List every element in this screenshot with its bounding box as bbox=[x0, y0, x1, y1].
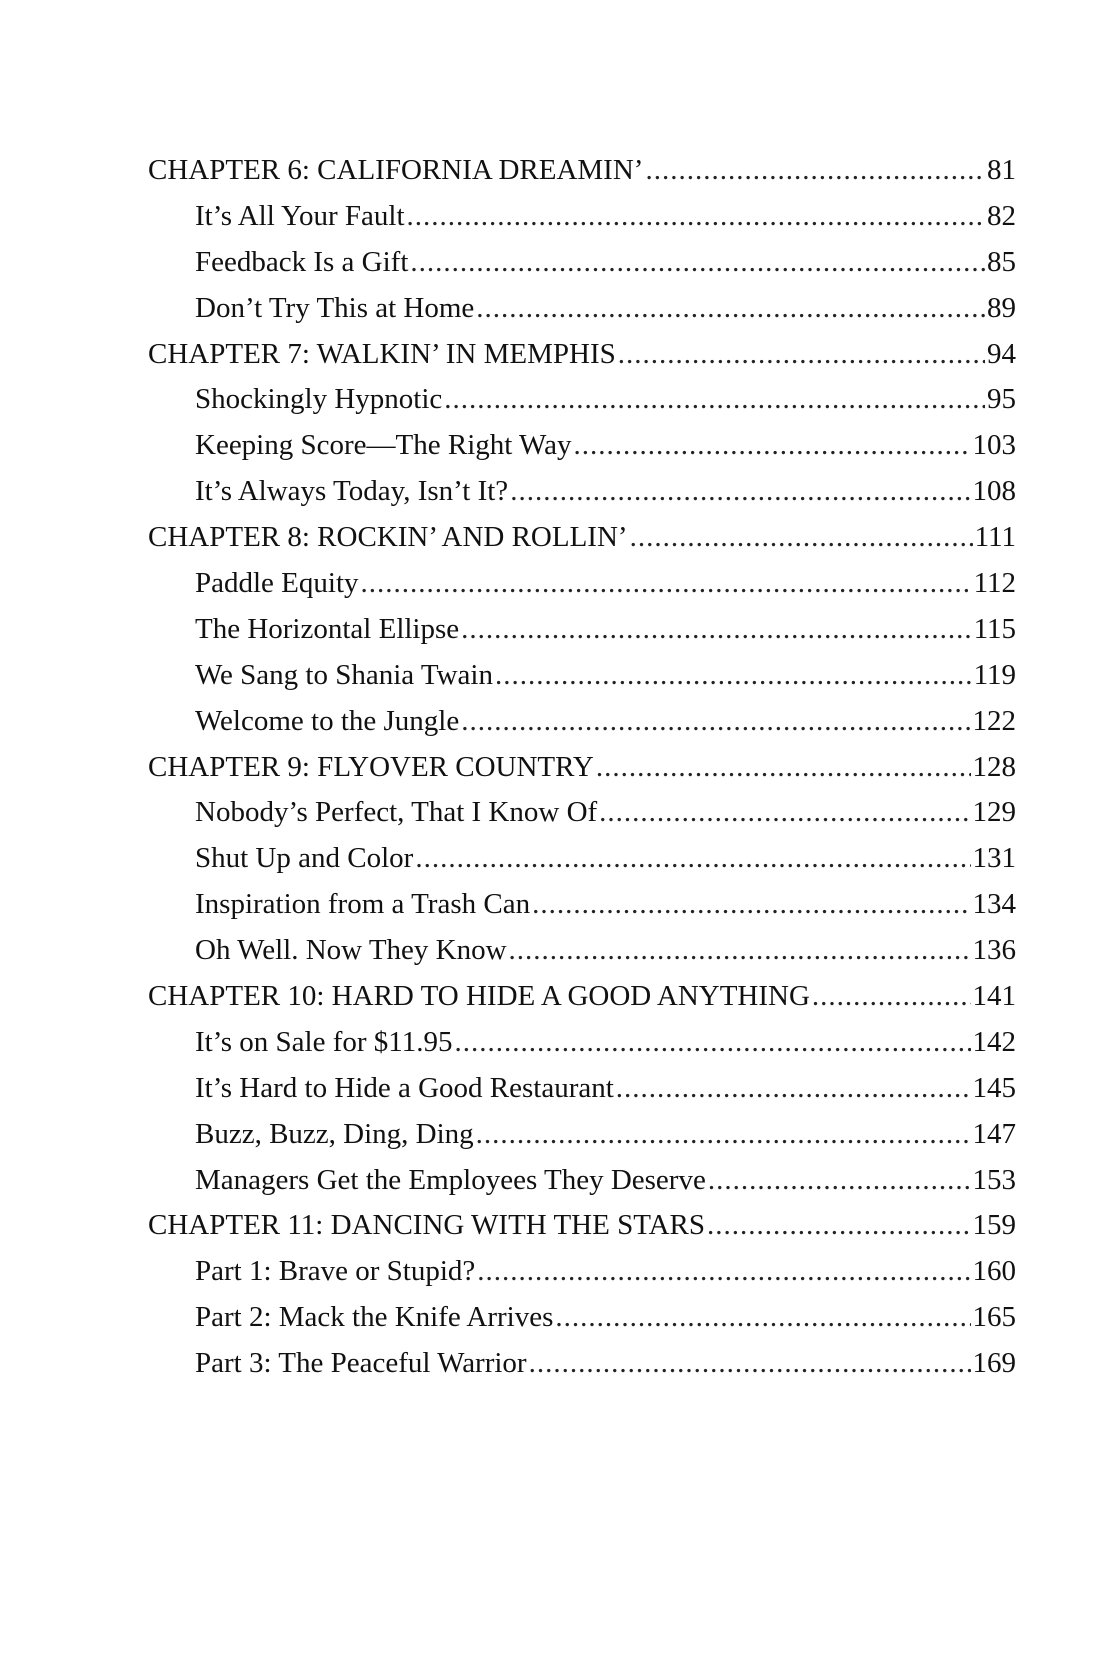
toc-page-number: 122 bbox=[972, 704, 1016, 737]
toc-chapter-entry bbox=[148, 974, 1016, 1020]
dot-leader bbox=[510, 469, 970, 515]
dot-leader bbox=[599, 790, 970, 836]
toc-section-entry bbox=[148, 423, 1016, 469]
toc-section-entry bbox=[148, 194, 1016, 240]
dot-leader bbox=[410, 240, 985, 286]
toc-page-number: 159 bbox=[972, 1209, 1016, 1242]
toc-section-entry bbox=[148, 1249, 1016, 1295]
toc-chapter-entry bbox=[148, 148, 1016, 194]
dot-leader bbox=[461, 607, 971, 653]
dot-leader bbox=[708, 1158, 971, 1204]
toc-page-number: 89 bbox=[987, 291, 1016, 324]
toc-section-entry bbox=[148, 469, 1016, 515]
toc-section-entry bbox=[148, 286, 1016, 332]
toc-page-number: 136 bbox=[972, 934, 1016, 967]
toc-section-entry bbox=[148, 607, 1016, 653]
toc-page-number: 95 bbox=[987, 383, 1016, 416]
dot-leader bbox=[476, 1112, 971, 1158]
toc-chapter-entry bbox=[148, 1203, 1016, 1249]
toc-entry-title: Inspiration from a Trash Can bbox=[195, 888, 531, 921]
dot-leader bbox=[555, 1295, 970, 1341]
dot-leader bbox=[616, 1066, 971, 1112]
toc-section-entry bbox=[148, 836, 1016, 882]
dot-leader bbox=[361, 561, 972, 607]
toc-section-entry bbox=[148, 699, 1016, 745]
dot-leader bbox=[812, 974, 971, 1020]
dot-leader bbox=[407, 194, 986, 240]
toc-entry-title: We Sang to Shania Twain bbox=[195, 658, 493, 691]
toc-section-entry bbox=[148, 653, 1016, 699]
toc-section-entry bbox=[148, 928, 1016, 974]
toc-entry-title: Welcome to the Jungle bbox=[195, 704, 460, 737]
toc-entry-title: Feedback Is a Gift bbox=[195, 245, 409, 278]
toc-section-entry bbox=[148, 240, 1016, 286]
toc-entry-title: CHAPTER 11: DANCING WITH THE STARS bbox=[148, 1209, 706, 1242]
toc-page-number: 119 bbox=[973, 658, 1016, 691]
toc-page-number: 134 bbox=[972, 888, 1016, 921]
toc-page-number: 145 bbox=[972, 1071, 1016, 1104]
toc-entry-title: Shockingly Hypnotic bbox=[195, 383, 443, 416]
toc-entry-title: It’s on Sale for $11.95 bbox=[195, 1025, 453, 1058]
toc-entry-title: It’s Hard to Hide a Good Restaurant bbox=[195, 1071, 614, 1104]
toc-entry-title: CHAPTER 8: ROCKIN’ AND ROLLIN’ bbox=[148, 521, 628, 554]
toc-page-number: 82 bbox=[987, 199, 1016, 232]
toc-entry-title: CHAPTER 7: WALKIN’ IN MEMPHIS bbox=[148, 337, 616, 370]
toc-section-entry bbox=[148, 1341, 1016, 1387]
toc-entry-title: Shut Up and Color bbox=[195, 842, 414, 875]
toc-section-entry bbox=[148, 790, 1016, 836]
toc-page-number: 128 bbox=[972, 750, 1016, 783]
dot-leader bbox=[529, 1341, 971, 1387]
toc-section-entry bbox=[148, 1295, 1016, 1341]
toc-page-number: 153 bbox=[972, 1163, 1016, 1196]
toc-section-entry bbox=[148, 1020, 1016, 1066]
dot-leader bbox=[618, 332, 985, 378]
toc-entry-title: CHAPTER 10: HARD TO HIDE A GOOD ANYTHING bbox=[148, 980, 810, 1013]
dot-leader bbox=[645, 148, 985, 194]
toc-chapter-entry bbox=[148, 515, 1016, 561]
toc-entry-title: Paddle Equity bbox=[195, 567, 359, 600]
dot-leader bbox=[444, 377, 985, 423]
toc-section-entry bbox=[148, 882, 1016, 928]
toc-entry-title: Buzz, Buzz, Ding, Ding bbox=[195, 1117, 474, 1150]
toc-page-number: 111 bbox=[974, 521, 1016, 554]
toc-chapter-entry bbox=[148, 745, 1016, 791]
dot-leader bbox=[495, 653, 972, 699]
toc-entry-title: The Horizontal Ellipse bbox=[195, 612, 460, 645]
toc-entry-title: Oh Well. Now They Know bbox=[195, 934, 507, 967]
toc-entry-title: CHAPTER 6: CALIFORNIA DREAMIN’ bbox=[148, 154, 644, 186]
toc-page-number: 85 bbox=[987, 245, 1016, 278]
table-of-contents bbox=[148, 148, 1016, 1387]
toc-page-number: 131 bbox=[972, 842, 1016, 875]
dot-leader bbox=[509, 928, 971, 974]
toc-entry-title: It’s Always Today, Isn’t It? bbox=[195, 475, 509, 508]
toc-entry-title: Don’t Try This at Home bbox=[195, 291, 475, 324]
toc-page-number: 160 bbox=[972, 1255, 1016, 1288]
toc-page-number: 115 bbox=[973, 612, 1016, 645]
toc-page-number: 165 bbox=[972, 1301, 1016, 1334]
toc-page-number: 147 bbox=[972, 1117, 1016, 1150]
toc-entry-title: It’s All Your Fault bbox=[195, 199, 405, 232]
dot-leader bbox=[573, 423, 970, 469]
dot-leader bbox=[707, 1203, 970, 1249]
dot-leader bbox=[415, 836, 970, 882]
toc-page-number: 142 bbox=[972, 1025, 1016, 1058]
toc-page-number: 81 bbox=[987, 154, 1016, 186]
toc-page-number: 103 bbox=[972, 429, 1016, 462]
toc-entry-title: Managers Get the Employees They Deserve bbox=[195, 1163, 706, 1196]
toc-page-number: 108 bbox=[972, 475, 1016, 508]
toc-entry-title: Part 2: Mack the Knife Arrives bbox=[195, 1301, 554, 1334]
dot-leader bbox=[596, 745, 971, 791]
toc-entry-title: Part 1: Brave or Stupid? bbox=[195, 1255, 476, 1288]
dot-leader bbox=[630, 515, 973, 561]
toc-page-number: 169 bbox=[972, 1347, 1016, 1380]
toc-page-number: 141 bbox=[972, 980, 1016, 1013]
toc-page-number: 94 bbox=[987, 337, 1016, 370]
toc-section-entry bbox=[148, 1158, 1016, 1204]
toc-chapter-entry bbox=[148, 332, 1016, 378]
toc-section-entry bbox=[148, 561, 1016, 607]
dot-leader bbox=[454, 1020, 970, 1066]
toc-entry-title: CHAPTER 9: FLYOVER COUNTRY bbox=[148, 750, 594, 783]
dot-leader bbox=[532, 882, 970, 928]
dot-leader bbox=[477, 1249, 970, 1295]
toc-section-entry bbox=[148, 1066, 1016, 1112]
dot-leader bbox=[476, 286, 985, 332]
toc-page-number: 112 bbox=[973, 567, 1016, 600]
toc-page-number: 129 bbox=[972, 796, 1016, 829]
toc-entry-title: Keeping Score—The Right Way bbox=[195, 429, 572, 462]
dot-leader bbox=[461, 699, 970, 745]
toc-entry-title: Nobody’s Perfect, That I Know Of bbox=[195, 796, 598, 829]
toc-section-entry bbox=[148, 1112, 1016, 1158]
toc-section-entry bbox=[148, 377, 1016, 423]
toc-entry-title: Part 3: The Peaceful Warrior bbox=[195, 1347, 527, 1380]
